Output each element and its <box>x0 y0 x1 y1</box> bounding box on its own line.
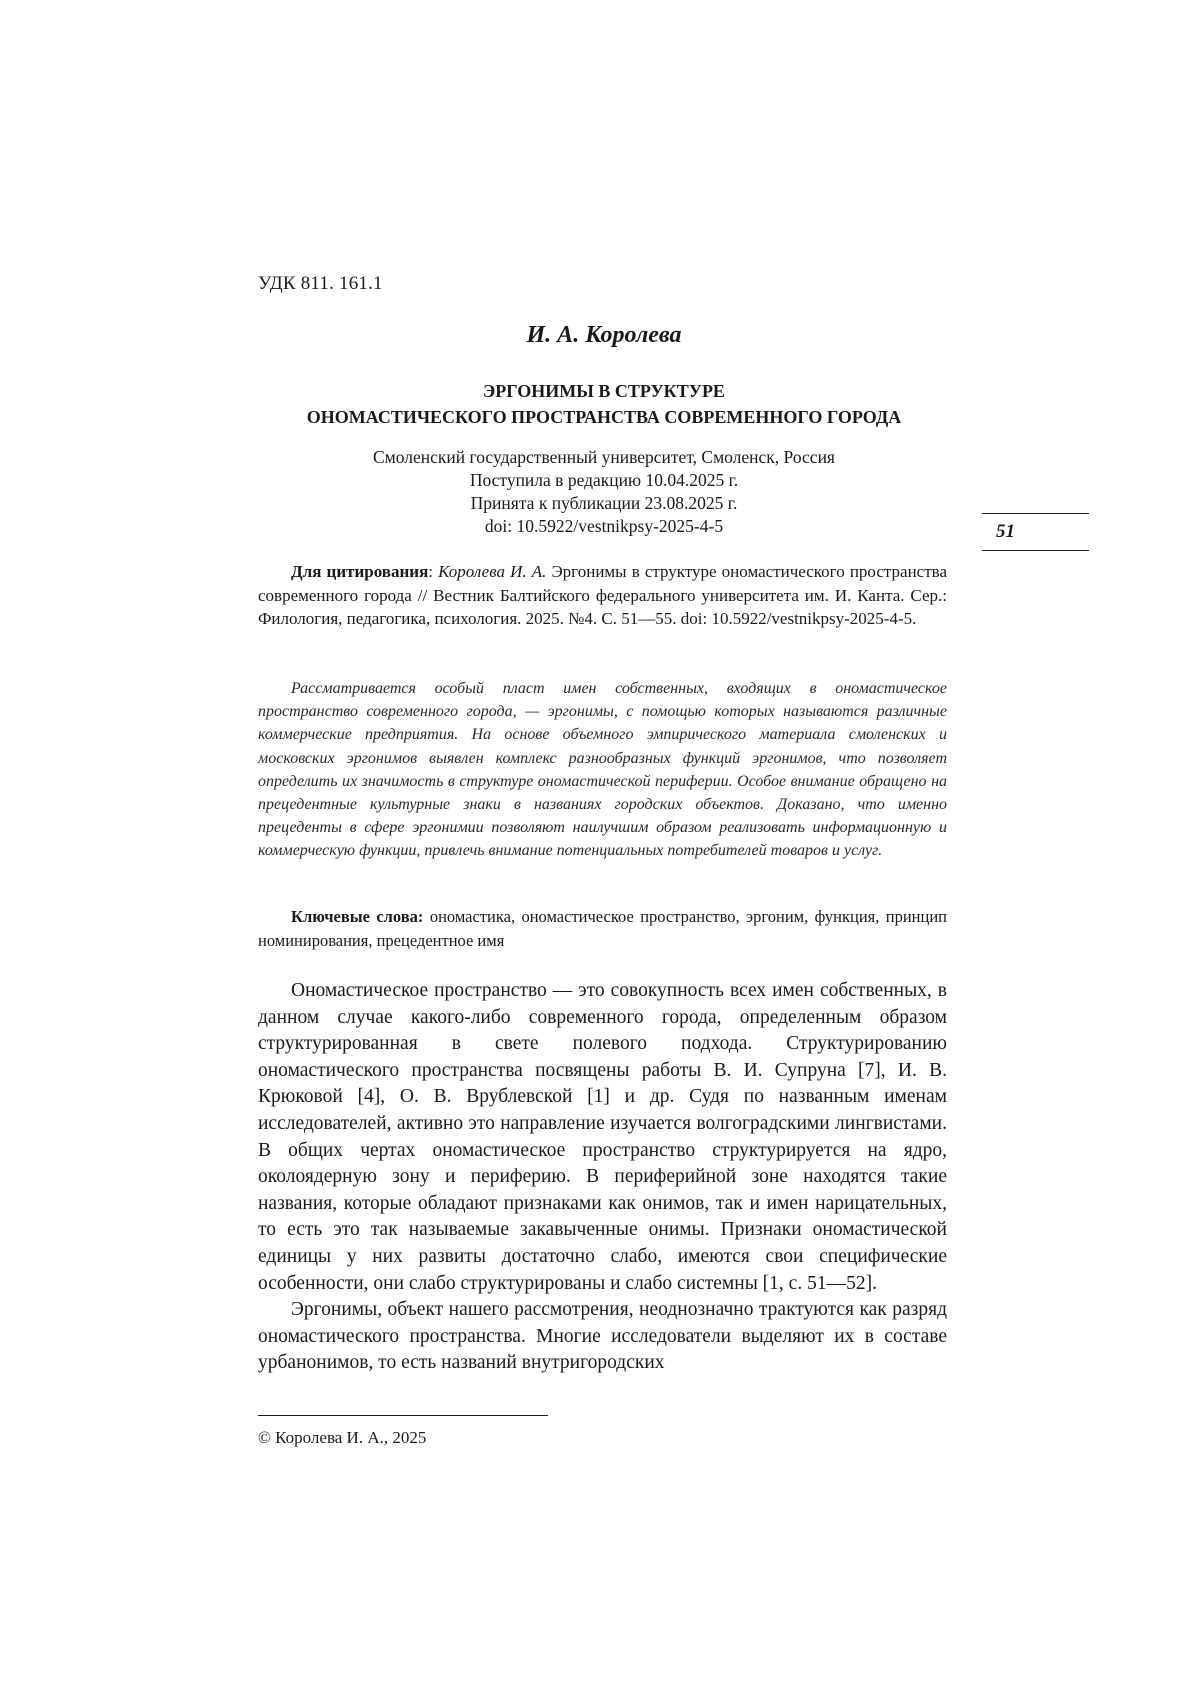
citation-block <box>258 560 947 631</box>
udk-code: УДК 811. 161.1 <box>258 273 383 294</box>
citation-separator: : <box>428 562 439 581</box>
keywords-block <box>258 905 947 952</box>
body-text <box>258 978 947 1377</box>
citation-text: Эргонимы в структуре ономастического пространства современного города // Вестник Балтийского федерального университета им. И. Канта. Сер.: Филология, педагогика, психология. 2025. №4. С. 51—55. doi: 10.5922/vestnikpsy-2025-4-5. <box>258 562 947 628</box>
received-date: Поступила в редакцию 10.04.2025 г. <box>469 470 739 490</box>
article-title <box>258 378 950 430</box>
footnote-divider <box>258 1415 548 1416</box>
keywords-text: ономастика, ономастическое пространство, эргоним, функция, принцип номинирования, прецедентное имя <box>258 907 947 950</box>
title-line-2: ОНОМАСТИЧЕСКОГО ПРОСТРАНСТВА СОВРЕМЕННОГО ГОРОДА <box>306 407 902 427</box>
abstract: Рассматривается особый пласт имен собственных, входящих в ономастическое пространство современного города, — эргонимы, с помощью которых называются различные коммерческие предприятия. На основе объемного эмпирического материала смоленских и московских эргонимов выявлен комплекс разнообразных функций эргонимов, что позволяет определить их значимость в структуре ономастической периферии. Особое внимание обращено на прецедентные культурные знаки в названиях городских объектов. Доказано, что именно прецеденты в сфере эргонимии позволяют наилучшим образом реализовать информационную и коммерческую функции, привлечь внимание потенциальных потребителей товаров и услуг. <box>258 680 947 860</box>
body-paragraph-2: Эргонимы, объект нашего рассмотрения, неоднозначно трактуются как разряд ономастического пространства. Многие исследователи выделяют их в составе урбанонимов, то есть названий внутригородских <box>258 1299 947 1374</box>
doi: doi: 10.5922/vestnikpsy-2025-4-5 <box>484 516 724 536</box>
page-number: 51 <box>996 521 1015 542</box>
keywords-label: Ключевые слова: <box>291 907 424 926</box>
body-paragraph-1: Ономастическое пространство — это совокупность всех имен собственных, в данном случае какого-либо современного города, определенным образом структурированная в свете полевого подхода. Структурированию ономастического пространства посвящены работы В. И. Супруна [7], И. В. Крюковой [4], О. В. Врублевской [1] и др. Судя по названным именам исследователей, активно это направление изучается волгоградскими лингвистами. В общих чертах ономастическое пространство структурируется на ядро, околоядерную зону и периферию. В периферийной зоне находятся такие названия, которые обладают признаками как онимов, так и имен нарицательных, то есть это так называемые закавыченные онимы. Признаки ономастической единицы у них развиты достаточно слабо, имеются свои специфические особенности, они слабо структурированы и слабо системны [1, с. 51—52]. <box>258 980 947 1294</box>
article-meta <box>258 446 950 538</box>
copyright: © Королева И. А., 2025 <box>258 1428 427 1447</box>
title-line-1: ЭРГОНИМЫ В СТРУКТУРЕ <box>483 381 725 401</box>
accepted-date: Принята к публикации 23.08.2025 г. <box>470 493 738 513</box>
author-name: И. А. Королева <box>526 322 682 348</box>
citation-label: Для цитирования <box>291 562 429 581</box>
page-number-box <box>982 513 1089 551</box>
citation-author: Королева И. А. <box>438 562 547 581</box>
affiliation: Смоленский государственный университет, Смоленск, Россия <box>373 447 835 467</box>
